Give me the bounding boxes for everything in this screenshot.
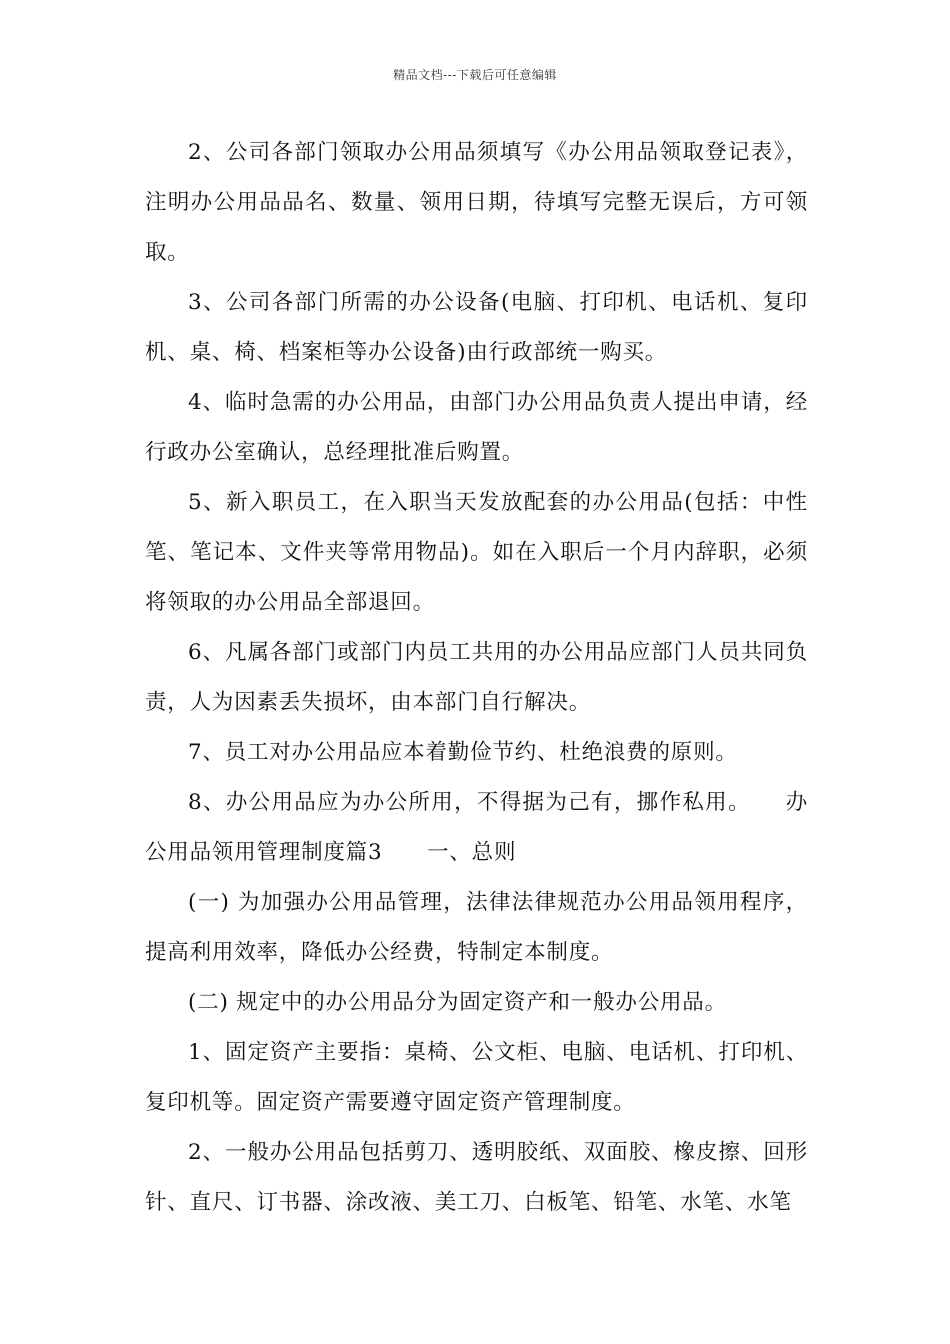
paragraph-item-5: 5、新入职员工，在入职当天发放配套的办公用品(包括：中性笔、笔记本、文件夹等常用物品)。如在入职后一个月内辞职，必须将领取的办公用品全部退回。 — [145, 490, 808, 615]
paragraph-general-1: (一) 为加强办公用品管理，法律法律规范办公用品领用程序，提高利用效率，降低办公经费，特制定本制度。 — [145, 890, 808, 965]
paragraph-item-2: 2、公司各部门领取办公用品须填写《办公用品领取登记表》，注明办公用品品名、数量、领用日期，待填写完整无误后，方可领取。 — [145, 140, 808, 265]
paragraph-general-2: (二) 规定中的办公用品分为固定资产和一般办公用品。 — [188, 990, 727, 1015]
paragraph-fixed-assets: 1、固定资产主要指：桌椅、公文柜、电脑、电话机、打印机、复印机等。固定资产需要遵守固定资产管理制度。 — [145, 1040, 808, 1115]
document-body — [145, 128, 808, 1228]
paragraph-item-3: 3、公司各部门所需的办公设备(电脑、打印机、电话机、复印机、桌、椅、档案柜等办公设备)由行政部统一购买。 — [145, 290, 808, 365]
page-header: 精品文档---下载后可任意编辑 — [393, 68, 557, 82]
paragraph-item-7: 7、员工对办公用品应本着勤俭节约、杜绝浪费的原则。 — [188, 740, 738, 765]
paragraph-item-4: 4、临时急需的办公用品，由部门办公用品负责人提出申请，经行政办公室确认，总经理批准后购置。 — [145, 390, 808, 465]
paragraph-general-supplies: 2、一般办公用品包括剪刀、透明胶纸、双面胶、橡皮擦、回形针、直尺、订书器、涂改液、美工刀、白板笔、铅笔、水笔、水笔 — [145, 1140, 808, 1215]
paragraph-item-6: 6、凡属各部门或部门内员工共用的办公用品应部门人员共同负责，人为因素丢失损坏，由本部门自行解决。 — [145, 640, 808, 715]
paragraph-item-8: 8、办公用品应为办公所用，不得据为己有，挪作私用。 办公用品领用管理制度篇3 一、总则 — [145, 790, 808, 865]
